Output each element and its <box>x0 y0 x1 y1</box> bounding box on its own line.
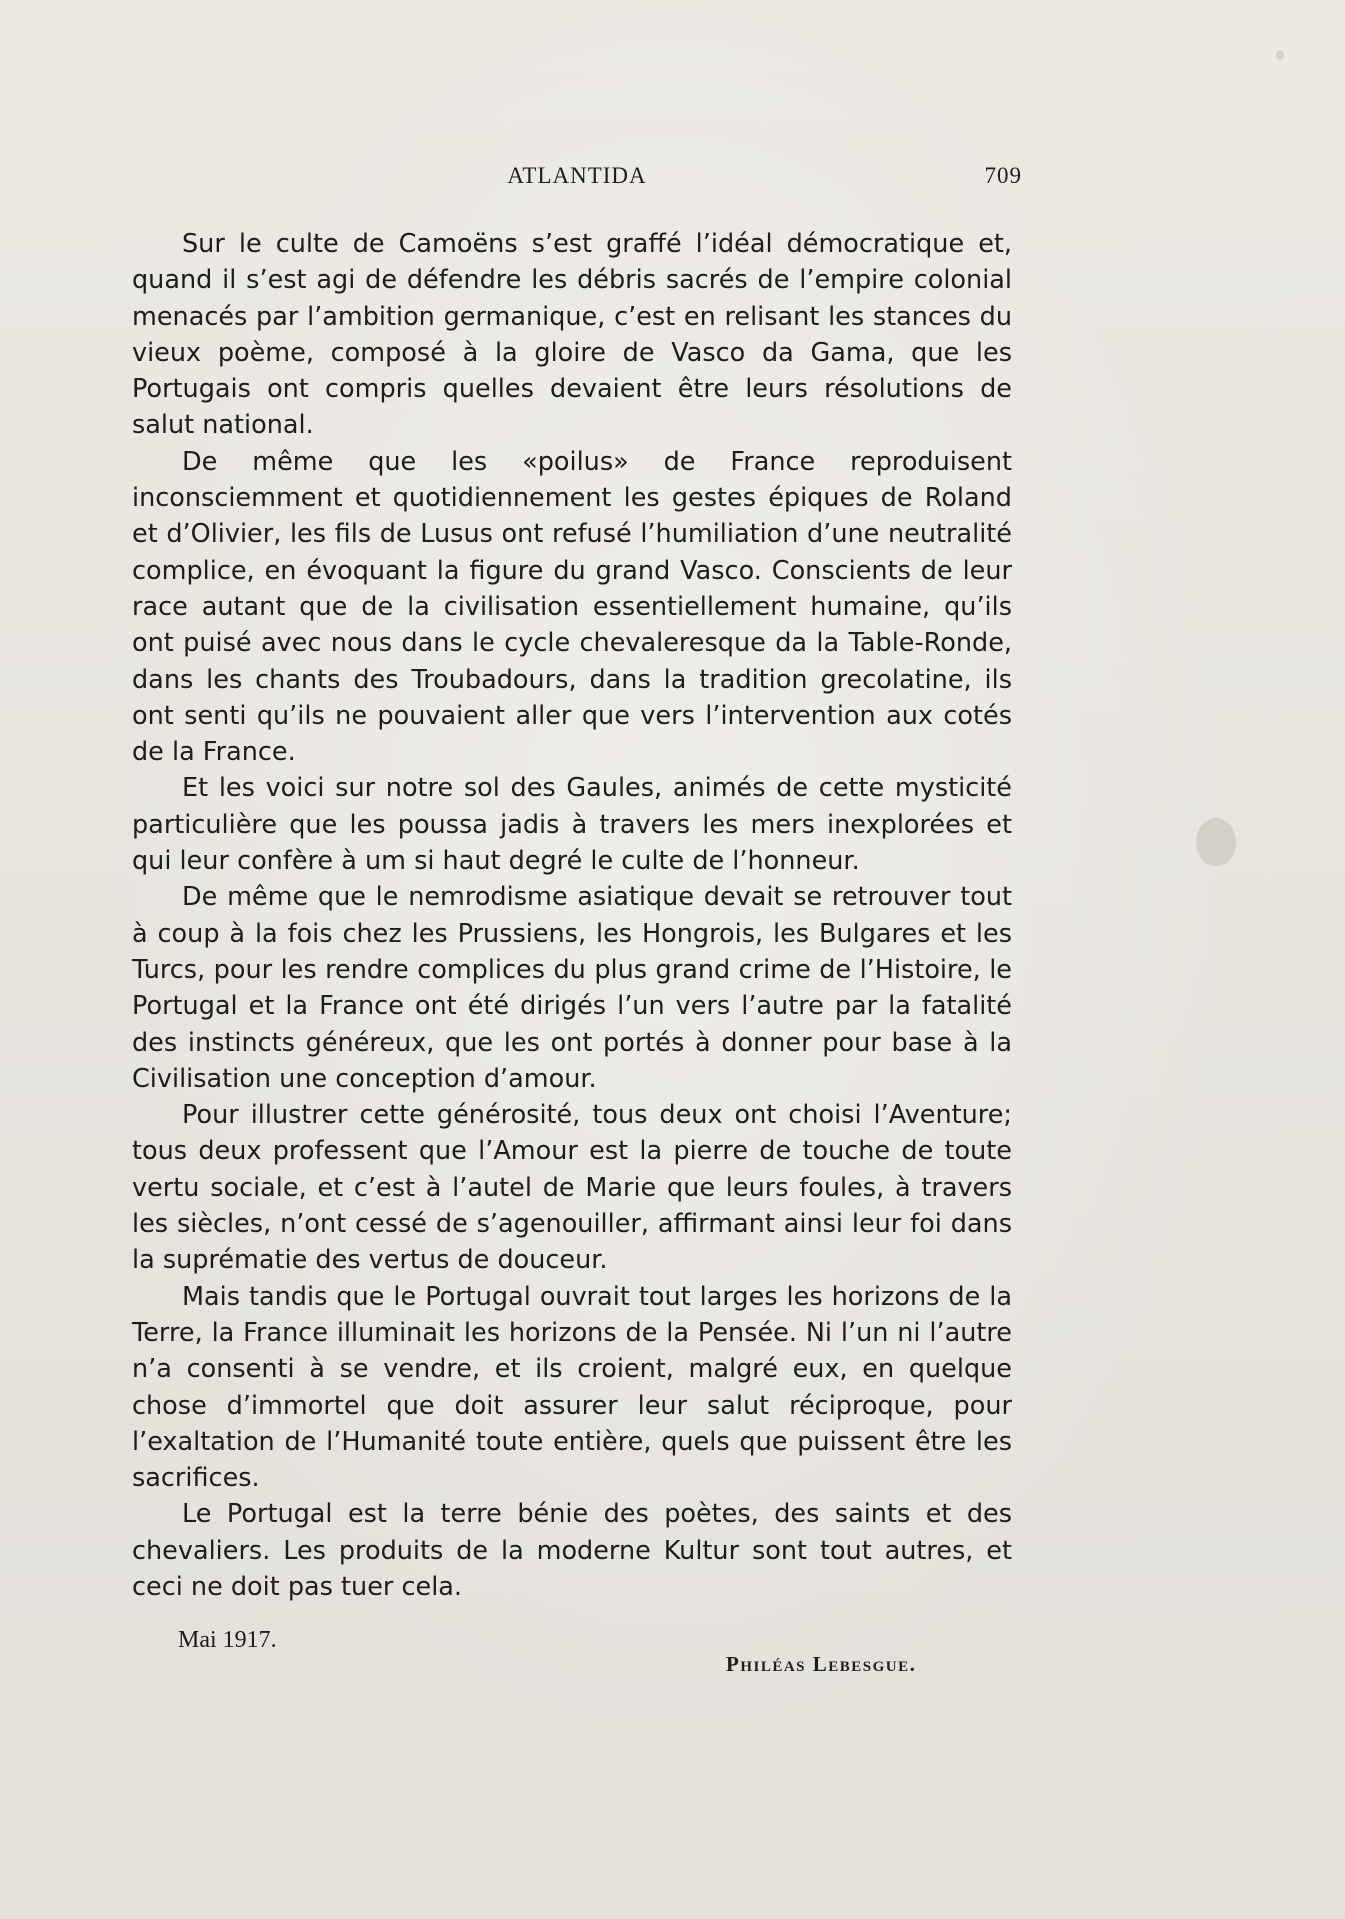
paragraph: De même que les «poilus» de France reproduisent inconsciemment et quotidiennement les gestes épiques de Roland et d’Olivier, les fils de Lusus ont refusé l’humiliation d’une neutralité complice, en évoquant la figure du grand Vasco. Conscients de leur race autant que de la civilisation essentiellement humaine, qu’ils ont puisé avec nous dans le cycle chevaleresque da la Table-Ronde, dans les chants des Troubadours, dans la tradition grecolatine, ils ont senti qu’ils ne pouvaient aller que vers l’intervention aux cotés de la France. <box>132 446 1012 768</box>
paragraph: Et les voici sur notre sol des Gaules, animés de cette mysticité particulière que les poussa jadis à travers les mers inexplorées et qui leur confère à um si haut degré le culte de l’honneur. <box>132 773 1012 877</box>
author-signature: Philéas Lebesgue. <box>726 1652 917 1676</box>
ink-speck <box>1276 50 1284 60</box>
paragraph: Le Portugal est la terre bénie des poètes, des saints et des chevaliers. Les produits de la moderne Kultur sont tout autres, et ceci ne doit pas tuer cela. <box>132 1499 1012 1602</box>
paragraph: Sur le culte de Camoëns s’est graffé l’idéal démocratique et, quand il s’est agi de défendre les débris sacrés de l’empire colonial menacés par l’ambition germanique, c’est en relisant les stances du vieux poème, composé à la gloire de Vasco da Gama, que les Portugais ont compris quelles devaient être leurs résolutions de salut national. <box>132 229 1012 441</box>
article-body <box>132 226 1012 1605</box>
page-number: 709 <box>984 163 1022 188</box>
ink-blot <box>1196 818 1236 866</box>
paragraph: Pour illustrer cette générosité, tous deux ont choisi l’Aventure; tous deux professent que l’Amour est la pierre de touche de toute vertu sociale, et c’est à l’autel de Marie que leurs foules, à travers les siècles, n’ont cessé de s’agenouiller, affirmant ainsi leur foi dans la suprématie des vertus de douceur. <box>132 1100 1012 1276</box>
paragraph: De même que le nemrodisme asiatique devait se retrouver tout à coup à la fois chez les Prussiens, les Hongrois, les Bulgares et les Turcs, pour les rendre complices du plus grand crime de l’Histoire, le Portugal et la France ont été dirigés l’un vers l’autre par la fatalité des instincts généreux, que les ont portés à donner pour base à la Civilisation une conception d’amour. <box>132 882 1012 1094</box>
date-line: Mai 1917. <box>178 1627 277 1653</box>
journal-title: ATLANTIDA <box>507 163 647 188</box>
running-head <box>132 163 1022 193</box>
paragraph: Mais tandis que le Portugal ouvrait tout larges les horizons de la Terre, la France illuminait les horizons de la Pensée. Ni l’un ni l’autre n’a consenti à se vendre, et ils croient, malgré eux, en quelque chose d’immortel que doit assurer leur salut réciproque, pour l’exaltation de l’Humanité toute entière, quels que puissent être les sacrifices. <box>132 1281 1012 1494</box>
